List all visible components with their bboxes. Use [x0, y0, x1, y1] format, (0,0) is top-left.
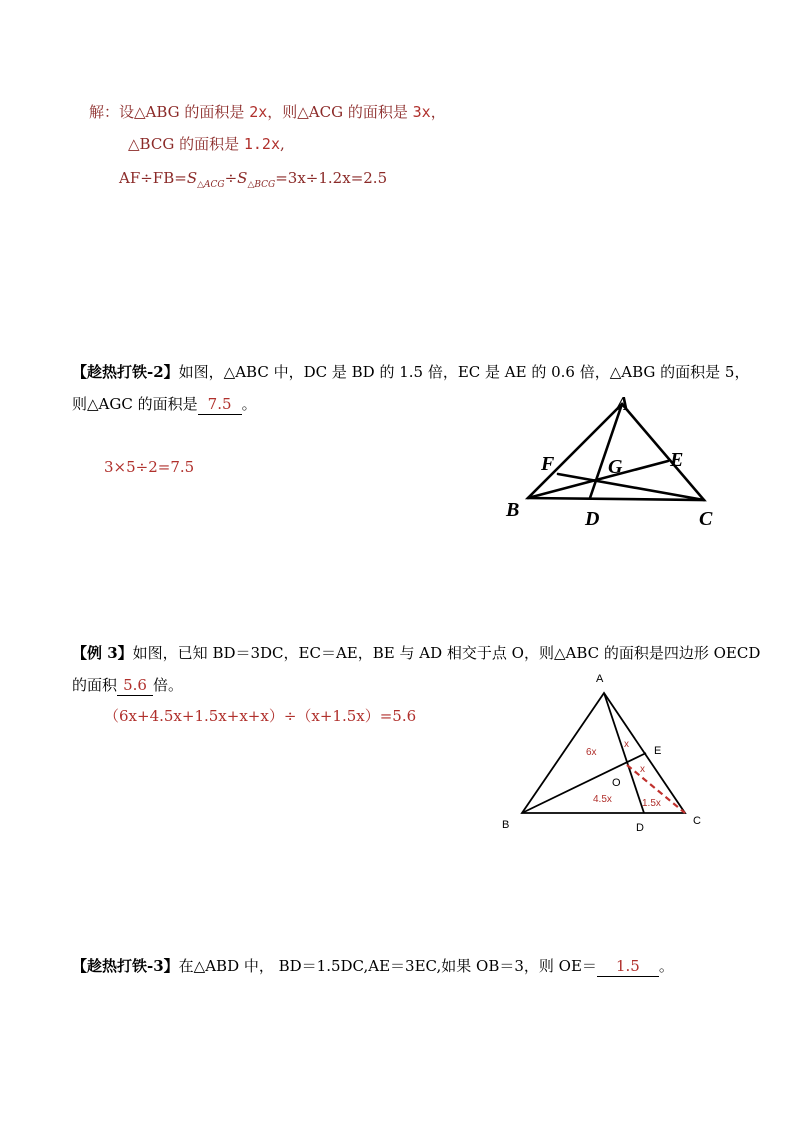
example-3-text-end: 倍。: [153, 676, 184, 694]
label-e: E: [670, 449, 684, 471]
area-symbol-2: S: [237, 169, 248, 187]
solution-1-line-2-end: ,: [279, 135, 285, 153]
segment-be: [522, 753, 646, 813]
label-b: B: [506, 499, 520, 521]
solution-1-line-1-prefix: 解：设△ABG 的面积是: [89, 103, 245, 121]
solution-1-line-1: [89, 102, 446, 122]
problem-2-text-1: 如图，△ABC 中，DC 是 BD 的 1.5 倍，EC 是 AE 的 0.6 倍，△ABG 的面积是 5，: [178, 363, 750, 381]
label-e: E: [654, 745, 662, 757]
problem-2-line-2: [72, 394, 257, 415]
example-3-answer: 5.6: [117, 675, 153, 696]
area-symbol-1: S: [186, 169, 198, 187]
solution-1-line-3-b: =3x÷1.2x=2.5: [275, 169, 388, 187]
cevian-cf: [558, 474, 704, 500]
region-label-x-upper: x: [624, 739, 629, 750]
example-3-text-2: 的面积: [72, 676, 118, 694]
area-subscript-2: △BCG: [247, 180, 276, 190]
label-b: B: [502, 819, 510, 831]
region-label-4-5x: 4.5x: [593, 794, 612, 805]
example-3-line-1: [72, 643, 760, 663]
solution-1-line-1-end: ，: [430, 103, 446, 121]
example-3-solution: （6x+4.5x+1.5x+x+x）÷（x+1.5x）=5.6: [104, 707, 417, 725]
area-subscript-1: △ACG: [197, 180, 225, 190]
solution-1-value-3x: 3x: [412, 103, 431, 121]
problem-2-figure: [500, 390, 740, 540]
solution-1-line-3: [119, 168, 387, 195]
problem-3-answer: 1.5: [597, 956, 659, 977]
label-a: A: [616, 393, 630, 415]
problem-2-text-2: 则△AGC 的面积是: [72, 395, 198, 413]
problem-2-line-1: [72, 362, 749, 382]
division-sign: ÷: [224, 169, 238, 187]
example-3-text-1: 如图，已知 BD＝3DC，EC＝AE，BE 与 AD 相交于点 O，则△ABC 的面积是四边形 OECD: [132, 644, 761, 662]
label-d: D: [636, 822, 644, 834]
solution-1-line-2: [128, 134, 285, 154]
label-c: C: [693, 815, 701, 827]
problem-3-text-end: 。: [658, 957, 674, 975]
label-o: O: [612, 777, 621, 789]
problem-3-line: [72, 956, 674, 977]
solution-1-value-1-2x: 1.2x: [243, 135, 280, 153]
problem-2-solution: 3×5÷2=7.5: [104, 458, 195, 476]
region-label-1-5x: 1.5x: [642, 798, 661, 809]
solution-1-line-2-prefix: △BCG 的面积是: [128, 135, 240, 153]
label-a: A: [596, 673, 604, 685]
label-d: D: [585, 508, 600, 530]
example-3-line-2: [72, 675, 183, 696]
problem-3-tag: 【趁热打铁-3】: [72, 957, 179, 975]
label-f: F: [541, 453, 555, 475]
solution-1-line-1-mid: ，则△ACG 的面积是: [267, 103, 408, 121]
example-3-tag: 【例 3】: [72, 644, 133, 662]
problem-2-answer: 7.5: [198, 394, 242, 415]
problem-3-text: 在△ABD 中， BD＝1.5DC,AE＝3EC,如果 OB＝3，则 OE＝: [178, 957, 597, 975]
example-3-figure: [496, 668, 726, 838]
solution-1-line-3-a: AF÷FB=: [119, 169, 187, 187]
solution-1-value-2x: 2x: [249, 103, 268, 121]
region-label-6x: 6x: [586, 747, 597, 758]
problem-2-text-end: 。: [241, 395, 257, 413]
problem-2-tag: 【趁热打铁-2】: [72, 363, 179, 381]
region-label-x-lower: x: [640, 764, 645, 775]
label-c: C: [699, 508, 713, 530]
label-g: G: [608, 456, 623, 478]
